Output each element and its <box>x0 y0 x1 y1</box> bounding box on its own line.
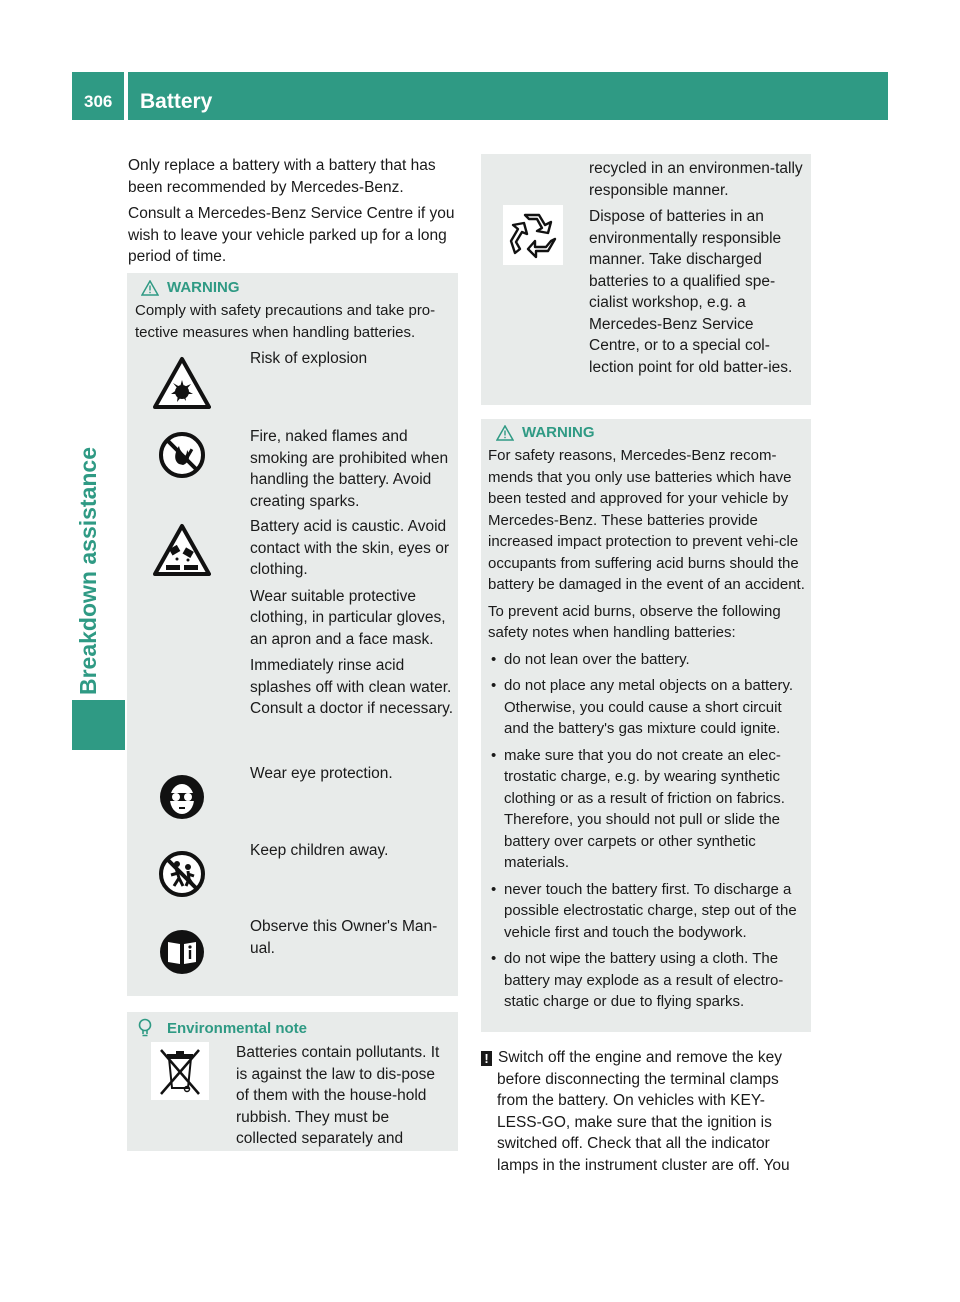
warning2-heading <box>488 424 808 441</box>
explosion-warning-icon <box>140 356 224 410</box>
environmental-note-box <box>127 1012 458 1151</box>
chapter-tab <box>72 700 125 750</box>
warning-heading <box>135 279 453 296</box>
hazard-text-manual: Observe this Owner's Man-ual. <box>250 918 438 957</box>
warning2-bullet-1: • do not lean over the battery. <box>488 649 808 671</box>
caution-line-6: lamps in the instrument cluster are off. You <box>497 1156 790 1174</box>
warning2-bullet-4: • never touch the battery first. To discharge a possible electrostatic charge, step out of the vehicle first and touch the bodywork. <box>488 879 808 944</box>
hazard-text-corrosive-3: Immediately rinse acid splashes off with clean water. Consult a doctor if necessary. <box>250 657 454 717</box>
warning-box-acid-burns <box>481 419 811 1032</box>
hazard-text-children: Keep children away. <box>250 842 389 859</box>
no-fire-smoking-icon <box>140 430 224 480</box>
warning-triangle-icon <box>496 425 514 441</box>
hazard-text-no-fire: Fire, naked flames and smoking are prohibited when handling the battery. Avoid creating sparks. <box>250 428 449 510</box>
intro-text <box>128 155 462 273</box>
corrosive-warning-icon <box>140 523 224 577</box>
section-header <box>128 72 888 120</box>
hazard-row-children <box>140 840 455 867</box>
crossed-bin-icon <box>151 1042 209 1100</box>
dispose-text: Dispose of batteries in an environmentally responsible manner. Take discharged batteries to a qualified spe-cialist workshop, e.g. a Mercedes-Benz Service Centre, or to a special col-lection point for old batter-ies. <box>589 208 793 376</box>
hazard-text-corrosive-2: Wear suitable protective clothing, in particular gloves, an apron and a face mask. <box>250 587 446 648</box>
hazard-text-explosion: Risk of explosion <box>250 350 368 367</box>
caution-symbol-icon: ! <box>481 1051 492 1066</box>
hazard-row-explosion <box>140 348 455 375</box>
warning-box-explosion <box>127 273 458 996</box>
owners-manual-icon <box>140 928 224 976</box>
recycling-icon <box>503 205 563 265</box>
warning2-para-1: For safety reasons, Mercedes-Benz recom-mends that you only use batteries which have been tested and approved for your vehicle by Mercedes-Benz. These batteries provide increased impact protection to prevent vehi-cle occupants from suffering acid burns should the battery be damaged in the event of an accident. <box>488 447 805 593</box>
env-note-title: Environmental note <box>167 1019 308 1037</box>
warning2-bullet-5: • do not wipe the battery using a cloth. The battery may explode as a result of electro-static charge or due to flying sparks. <box>488 948 808 1013</box>
intro-para-2: Consult a Mercedes-Benz Service Centre if you wish to leave your vehicle parked up for a long period of time. <box>128 205 455 265</box>
chapter-label: Breakdown assistance <box>75 446 101 695</box>
warning-text: Comply with safety precautions and take pro-tective measures when handling batteries. <box>135 302 436 341</box>
hazard-row-manual <box>140 916 455 964</box>
warning2-bullet-3: • make sure that you do not create an elec-trostatic charge, e.g. by wearing synthetic clothing or as a result of friction on fabrics. Therefore, you should not pull or slide the battery over carpets or other synthetic materials. <box>488 745 808 874</box>
warning2-title: WARNING <box>522 424 595 441</box>
eye-protection-icon <box>140 773 224 821</box>
caution-line-3: from the battery. On vehicles with KEY- <box>497 1092 765 1109</box>
caution-line-1: Switch off the engine and remove the key <box>498 1049 783 1066</box>
env-note-heading <box>137 1018 307 1038</box>
recycling-continued-text: recycled in an environmen-tally responsible manner. <box>589 160 803 199</box>
hazard-text-corrosive-1: Battery acid is caustic. Avoid contact with the skin, eyes or clothing. <box>250 518 450 578</box>
caution-line-2: before disconnecting the terminal clamps <box>497 1070 779 1088</box>
keep-children-away-icon <box>140 849 224 899</box>
warning2-para-2: To prevent acid burns, observe the following safety notes when handling batteries: <box>488 602 781 641</box>
section-title: Battery <box>140 90 213 113</box>
hazard-text-eye-protection: Wear eye protection. <box>250 765 393 782</box>
hazard-row-corrosive <box>140 516 455 725</box>
warning-triangle-icon <box>141 280 159 296</box>
hazard-row-eye-protection <box>140 763 455 790</box>
lightbulb-icon <box>137 1018 153 1038</box>
page-number-box <box>72 72 124 120</box>
caution-line-5: switched off. Check that all the indicator <box>497 1135 770 1152</box>
env-note-text: Batteries contain pollutants. It is against the law to dis-pose of them with the house-hold rubbish. They must be collected separately and <box>236 1044 440 1147</box>
warning2-bullet-2: • do not place any metal objects on a battery. Otherwise, you could cause a short circuit and the battery's gas mixture could ignite. <box>488 675 808 740</box>
hazard-row-no-fire <box>140 426 455 517</box>
intro-para-1: Only replace a battery with a battery that has been recommended by Mercedes-Benz. <box>128 157 436 196</box>
recycling-box <box>481 154 811 405</box>
page-number: 306 <box>84 92 113 111</box>
warning-title: WARNING <box>167 279 240 296</box>
caution-line-4: LESS-GO, make sure that the ignition is <box>497 1113 772 1131</box>
